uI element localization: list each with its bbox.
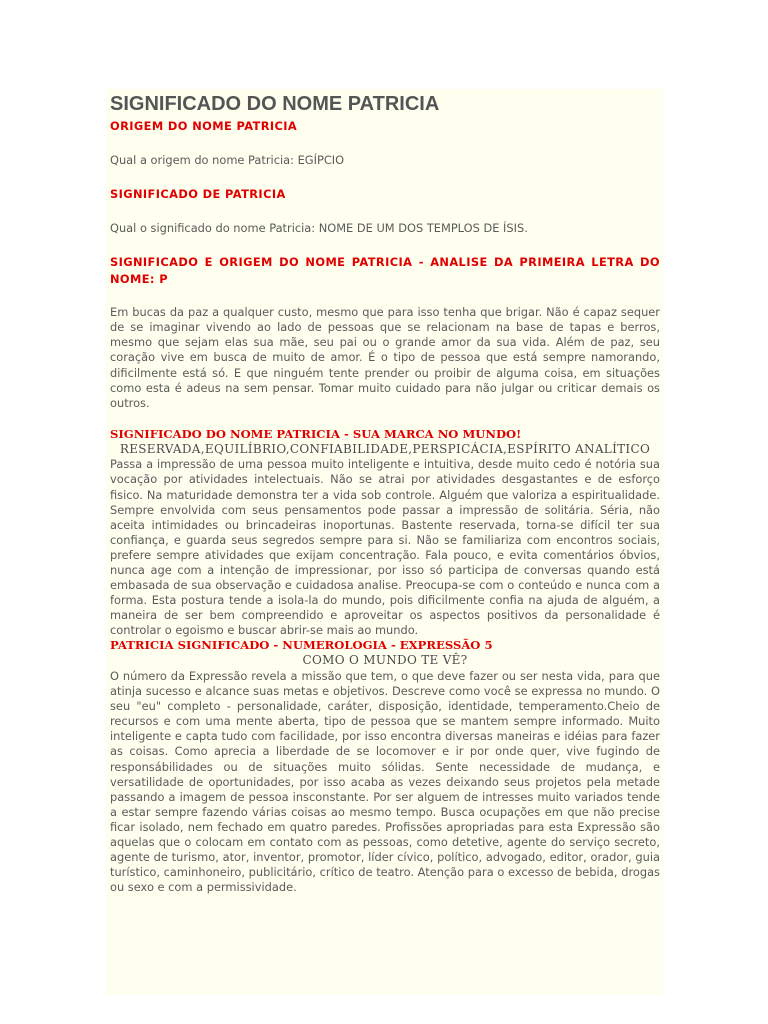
numerologia-text: O número da Expressão revela a missão que tem, o que deve fazer ou ser nesta vida, para que atinja sucesso e alcance suas metas e objetivos. Descreve como você se expressa no mundo. O seu "eu" completo - personalidade, caráter, disposição, identidade, temperamento.Cheio de recursos e com uma mente aberta, tipo de pessoa que se mantem sempre informado. Muito inteligente e capta tudo com facilidade, por isso encontra diversas maneiras e idéias para fazer as coisas. Como aprecia a liberdade de se locomover e ir por onde quer, vive fugindo de responsábilidades ou de situações muito sólidas. Sente necessidade de mudança, e versatilidade de oportunidades, por isso acaba as vezes deixando seus projetos pela metade passando a imagem de pessoa insconstante. Por ser alguem de intresses muito variados tende a estar sempre fazendo várias coisas ao mesmo tempo. Busca ocupações em que não precise ficar isolado, nem fechado em quatro paredes. Profissões apropriadas para esta Expressão são aquelas que o colocam em contato com as pessoas, como detetive, agente do serviço secreto, agente de turismo, ator, inventor, promotor, líder cívico, político, advogado, editor, orador, guia turístico, caminhoneiro, publicitário, crítico de teatro. Atenção para o excesso de bebida, drogas ou sexo e com a permissividade.	[110, 668, 660, 895]
marca-heading: SIGNIFICADO DO NOME PATRICIA - SUA MARCA NO MUNDO!	[110, 426, 522, 441]
significado-heading: SIGNIFICADO DE PATRICIA	[110, 187, 286, 202]
page-title: SIGNIFICADO DO NOME PATRICIA	[110, 93, 440, 115]
origem-heading: ORIGEM DO NOME PATRICIA	[110, 119, 298, 133]
numerologia-subtitle: COMO O MUNDO TE VÊ?	[302, 653, 468, 668]
origem-text: Qual a origem do nome Patricia: EGÍPCIO	[110, 153, 345, 167]
letra-text: Em bucas da paz a qualquer custo, mesmo que para isso tenha que brigar. Não é capaz sequer de se imaginar vivendo ao lado de pessoas que se relacionam na base de tapas e berros, mesmo que sejam elas sua mãe, seu pai ou o grande amor da sua vida. Além de paz, seu coração vive em busca de muito de amor. É o tipo de pessoa que está sempre namorando, dificilmente está só. E que ninguém tente prender ou proibir de alguma coisa, em situações como esta é adeus na sem pensar. Tomar muito cuidado para não julgar ou criticar demais os outros.	[110, 305, 660, 410]
document-page	[106, 89, 663, 995]
letra-heading: SIGNIFICADO E ORIGEM DO NOME PATRICIA - ANALISE DA PRIMEIRA LETRA DO NOME: P	[110, 255, 660, 287]
numerologia-heading: PATRICIA SIGNIFICADO - NUMEROLOGIA - EXPRESSÃO 5	[110, 638, 493, 653]
significado-text: Qual o significado do nome Patricia: NOME DE UM DOS TEMPLOS DE ÍSIS.	[110, 221, 528, 236]
marca-subtitle: RESERVADA,EQUILÍBRIO,CONFIABILIDADE,PERSPICÁCIA,ESPÍRITO ANALÍTICO	[119, 441, 651, 456]
marca-text: Passa a impressão de uma pessoa muito inteligente e intuitiva, desde muito cedo é notória sua vocação por atividades intelectuais. Não se atrai por atividades desgastantes e de esforço fisico. Na maturidade demonstra ter a vida sob controle. Alguém que valoriza a espiritualidade. Sempre envolvida com seus pensamentos pode passar a impressão de solitária. Séria, não aceita intimidades ou brincadeiras inoportunas. Bastente reservada, torna-se difícil ter sua confiança, e guarda seus segredos sempre para si. Não se familiariza com encontros sociais, prefere sempre atividades que exijam concentração. Fala pouco, e evita comentários óbvios, nunca age com a intenção de impressionar, por isso só participa de conversas quando está embasada de sua observação e cuidadosa analise. Preocupa-se com o conteúdo e nunca com a forma. Esta postura tende a isola-la do mundo, pois dificilmente confia na ajuda de alguém, a maneira de ser bem compreendido e aproveitar os aspectos positivos da personalidade é controlar o egoismo e buscar abrir-se mais ao mundo.	[110, 457, 660, 638]
